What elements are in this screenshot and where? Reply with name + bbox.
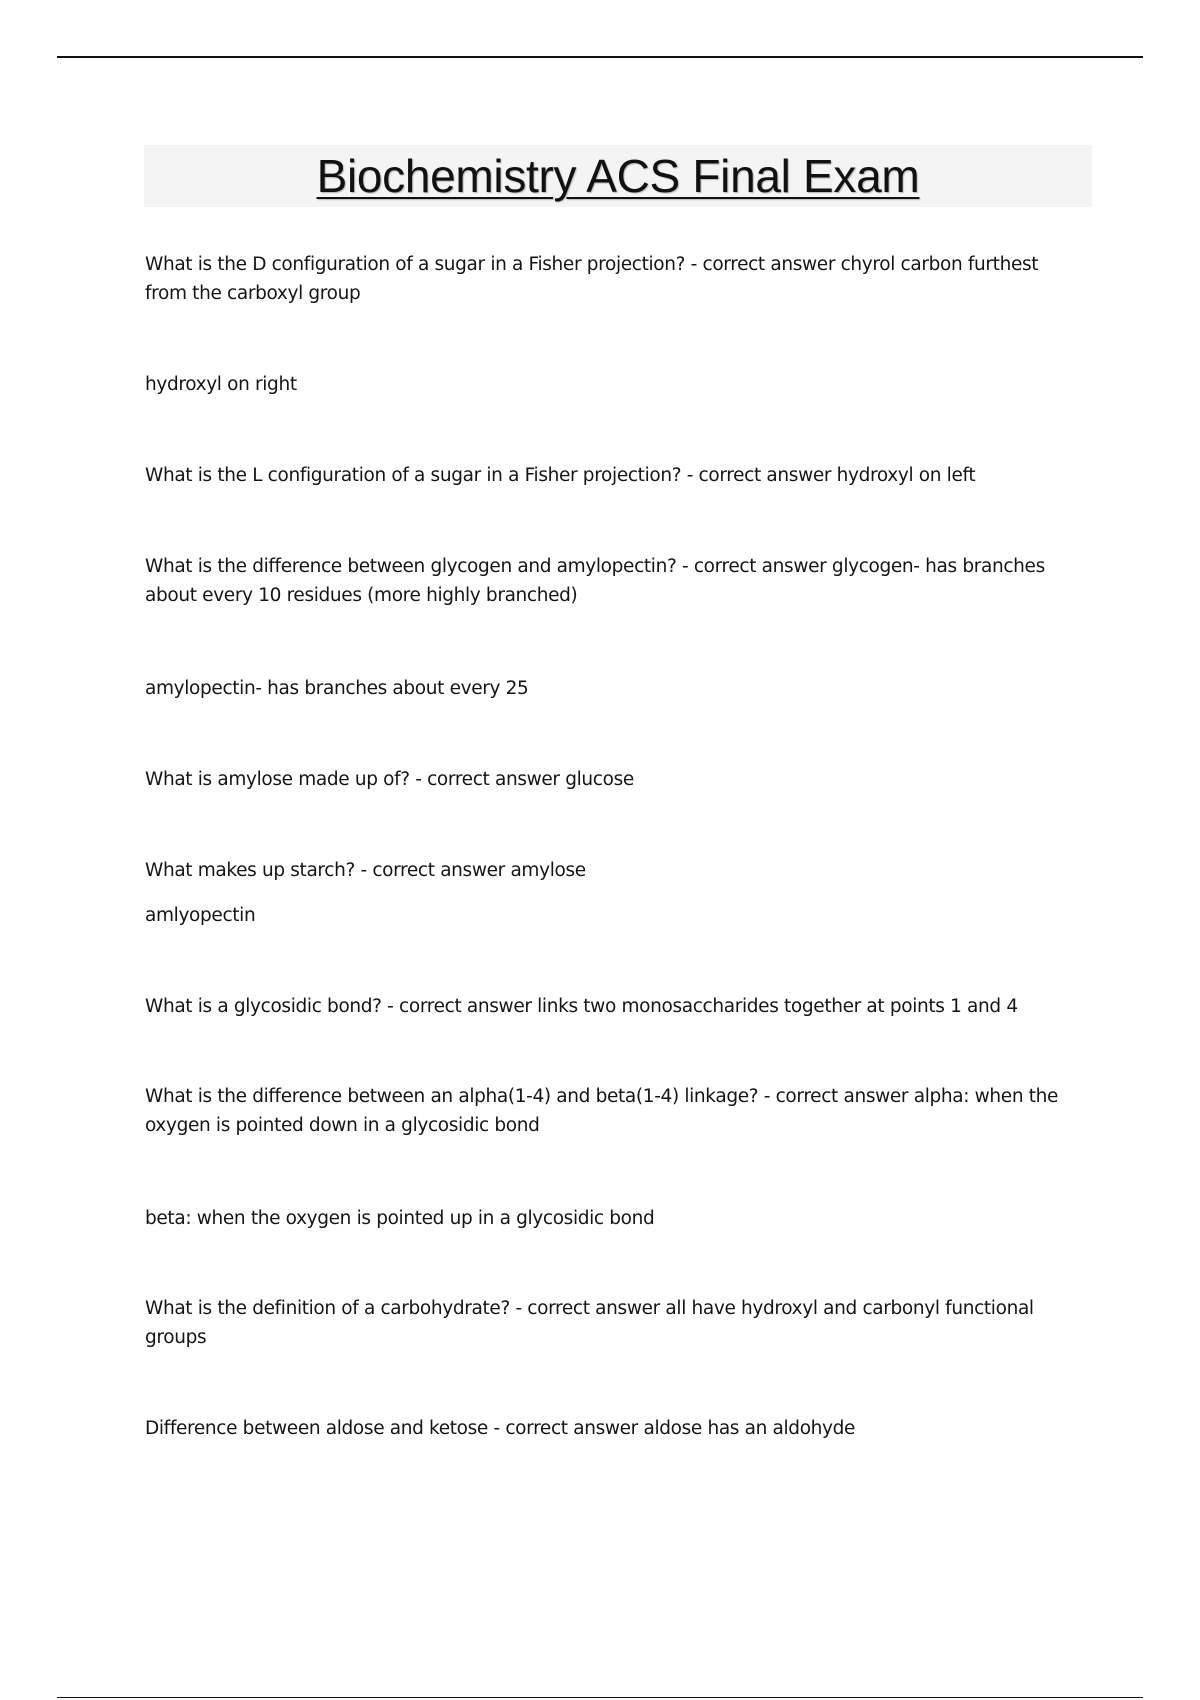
paragraph-beta-linkage: beta: when the oxygen is pointed up in a glycosidic bond [145,1208,655,1229]
paragraph-d-configuration: What is the D configuration of a sugar in a Fisher projection? - correct answer chyrol carbon furthest from the carboxyl group [145,254,1039,304]
paragraph-glycosidic-bond: What is a glycosidic bond? - correct answer links two monosaccharides together at points 1 and 4 [145,996,1018,1017]
paragraph-l-configuration: What is the L configuration of a sugar in a Fisher projection? - correct answer hydroxyl on left [145,465,976,486]
paragraph-starch: What makes up starch? - correct answer amylose [145,860,586,881]
paragraph-hydroxyl-right: hydroxyl on right [145,374,297,395]
paragraph-amlyopectin: amlyopectin [145,905,256,926]
document-body [145,0,1075,1700]
paragraph-carbohydrate-definition: What is the definition of a carbohydrate? - correct answer all have hydroxyl and carbonyl functional groups [145,1298,1034,1348]
paragraph-glycogen-amylopectin: What is the difference between glycogen and amylopectin? - correct answer glycogen- has branches about every 10 residues (more highly branched) [145,556,1045,606]
document-title: Biochemistry ACS Final Exam [316,150,920,202]
paragraph-amylose: What is amylose made up of? - correct answer glucose [145,769,634,790]
bottom-rule [57,1697,1143,1698]
paragraph-amylopectin-branches: amylopectin- has branches about every 25 [145,678,529,699]
paragraph-aldose-ketose: Difference between aldose and ketose - correct answer aldose has an aldohyde [145,1418,856,1439]
paragraph-alpha-beta-linkage: What is the difference between an alpha(1-4) and beta(1-4) linkage? - correct answer alpha: when the oxygen is pointed down in a glycosidic bond [145,1086,1059,1136]
